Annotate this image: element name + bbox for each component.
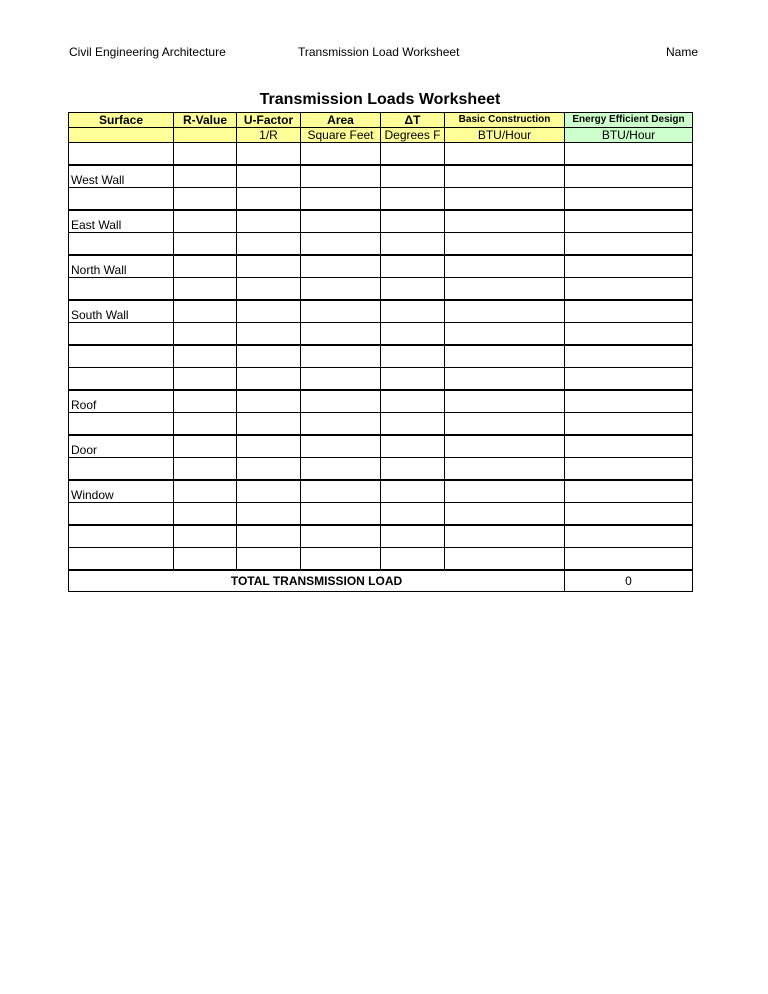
basic-construction-cell[interactable] [445,458,565,481]
u-factor-cell[interactable] [237,143,301,166]
energy-efficient-design-cell[interactable] [565,548,693,571]
surface-cell: West Wall [69,165,174,188]
u-factor-cell[interactable] [237,165,301,188]
u-factor-cell[interactable] [237,233,301,256]
header-document-title: Transmission Load Worksheet [298,45,460,59]
u-factor-cell[interactable] [237,548,301,571]
surface-cell: Roof [69,390,174,413]
r-value-cell[interactable] [174,525,237,548]
table-row [69,503,693,526]
u-factor-cell[interactable] [237,480,301,503]
column-header-r-value: R-Value [174,113,237,128]
energy-efficient-design-cell[interactable] [565,413,693,436]
r-value-cell[interactable] [174,413,237,436]
surface-cell [69,525,174,548]
surface-cell [69,345,174,368]
area-cell[interactable] [301,548,381,571]
table-row [69,165,693,188]
r-value-cell[interactable] [174,458,237,481]
surface-cell: South Wall [69,300,174,323]
u-factor-cell[interactable] [237,458,301,481]
r-value-cell[interactable] [174,143,237,166]
area-cell[interactable] [301,210,381,233]
page-title: Transmission Loads Worksheet [259,91,501,108]
r-value-cell[interactable] [174,278,237,301]
column-header-surface: Surface [69,113,174,128]
area-cell[interactable] [301,188,381,211]
area-cell[interactable] [301,480,381,503]
delta-t-cell[interactable] [381,548,445,571]
area-cell[interactable] [301,435,381,458]
table-row [69,458,693,481]
energy-efficient-design-cell[interactable] [565,525,693,548]
table-row [69,233,693,256]
table-row [69,278,693,301]
basic-construction-cell[interactable] [445,435,565,458]
table-row [69,188,693,211]
surface-cell [69,503,174,526]
u-factor-cell[interactable] [237,368,301,391]
delta-t-cell[interactable] [381,368,445,391]
basic-construction-cell[interactable] [445,143,565,166]
table-row [69,525,693,548]
header-name-label: Name [666,45,699,59]
surface-cell [69,548,174,571]
delta-t-cell[interactable] [381,165,445,188]
basic-construction-cell[interactable] [445,548,565,571]
u-factor-cell[interactable] [237,390,301,413]
r-value-cell[interactable] [174,188,237,211]
surface-cell [69,413,174,436]
u-factor-cell[interactable] [237,278,301,301]
energy-efficient-design-cell[interactable] [565,323,693,346]
table-row [69,480,693,503]
table-row [69,390,693,413]
r-value-cell[interactable] [174,210,237,233]
basic-construction-cell[interactable] [445,368,565,391]
total-value: 0 [565,570,693,592]
table-row [69,210,693,233]
r-value-cell[interactable] [174,165,237,188]
energy-efficient-design-cell[interactable] [565,458,693,481]
r-value-cell[interactable] [174,368,237,391]
r-value-cell[interactable] [174,255,237,278]
column-header-basic-construction: Basic Construction [445,113,565,128]
basic-construction-cell[interactable] [445,210,565,233]
delta-t-cell[interactable] [381,345,445,368]
u-factor-cell[interactable] [237,210,301,233]
delta-t-cell[interactable] [381,233,445,256]
unit-row [69,128,693,143]
delta-t-cell[interactable] [381,188,445,211]
area-cell[interactable] [301,233,381,256]
r-value-cell[interactable] [174,548,237,571]
energy-efficient-design-cell[interactable] [565,345,693,368]
energy-efficient-design-cell[interactable] [565,188,693,211]
r-value-cell[interactable] [174,390,237,413]
area-cell[interactable] [301,390,381,413]
r-value-cell[interactable] [174,233,237,256]
basic-construction-cell[interactable] [445,503,565,526]
area-cell[interactable] [301,165,381,188]
u-factor-cell[interactable] [237,255,301,278]
area-cell[interactable] [301,323,381,346]
surface-cell [69,233,174,256]
energy-efficient-design-cell[interactable] [565,210,693,233]
total-row [69,570,693,592]
energy-efficient-design-cell[interactable] [565,480,693,503]
delta-t-cell[interactable] [381,480,445,503]
delta-t-cell[interactable] [381,413,445,436]
transmission-load-table [68,112,693,592]
area-cell[interactable] [301,255,381,278]
delta-t-cell[interactable] [381,503,445,526]
area-cell[interactable] [301,345,381,368]
u-factor-cell[interactable] [237,503,301,526]
energy-efficient-design-cell[interactable] [565,503,693,526]
r-value-cell[interactable] [174,323,237,346]
surface-cell: Door [69,435,174,458]
table-row [69,368,693,391]
unit-energy-efficient-design: BTU/Hour [565,128,693,143]
unit-u-factor: 1/R [237,128,301,143]
energy-efficient-design-cell[interactable] [565,368,693,391]
u-factor-cell[interactable] [237,345,301,368]
header-course: Civil Engineering Architecture [69,45,226,59]
delta-t-cell[interactable] [381,278,445,301]
table-row [69,255,693,278]
basic-construction-cell[interactable] [445,345,565,368]
area-cell[interactable] [301,368,381,391]
surface-cell [69,368,174,391]
surface-cell [69,458,174,481]
unit-delta-t: Degrees F [381,128,445,143]
surface-cell: East Wall [69,210,174,233]
basic-construction-cell[interactable] [445,255,565,278]
table-row [69,143,693,166]
area-cell[interactable] [301,458,381,481]
column-header-energy-efficient-design: Energy Efficient Design [565,113,693,128]
r-value-cell[interactable] [174,503,237,526]
basic-construction-cell[interactable] [445,413,565,436]
delta-t-cell[interactable] [381,390,445,413]
delta-t-cell[interactable] [381,458,445,481]
unit-basic-construction: BTU/Hour [445,128,565,143]
delta-t-cell[interactable] [381,210,445,233]
delta-t-cell[interactable] [381,143,445,166]
basic-construction-cell[interactable] [445,300,565,323]
u-factor-cell[interactable] [237,435,301,458]
energy-efficient-design-cell[interactable] [565,435,693,458]
table-row [69,300,693,323]
table-row [69,435,693,458]
r-value-cell[interactable] [174,345,237,368]
energy-efficient-design-cell[interactable] [565,278,693,301]
unit-area: Square Feet [301,128,381,143]
surface-cell [69,278,174,301]
u-factor-cell[interactable] [237,323,301,346]
table-row [69,413,693,436]
header-row [69,113,693,128]
unit-r-value [174,128,237,143]
energy-efficient-design-cell[interactable] [565,165,693,188]
basic-construction-cell[interactable] [445,323,565,346]
energy-efficient-design-cell[interactable] [565,233,693,256]
delta-t-cell[interactable] [381,525,445,548]
surface-cell [69,188,174,211]
table-row [69,345,693,368]
basic-construction-cell[interactable] [445,233,565,256]
column-header-u-factor: U-Factor [237,113,301,128]
basic-construction-cell[interactable] [445,480,565,503]
table-row [69,548,693,571]
surface-cell [69,143,174,166]
energy-efficient-design-cell[interactable] [565,390,693,413]
area-cell[interactable] [301,300,381,323]
area-cell[interactable] [301,143,381,166]
u-factor-cell[interactable] [237,525,301,548]
delta-t-cell[interactable] [381,255,445,278]
delta-t-cell[interactable] [381,300,445,323]
surface-cell: Window [69,480,174,503]
delta-t-cell[interactable] [381,323,445,346]
surface-cell: North Wall [69,255,174,278]
basic-construction-cell[interactable] [445,525,565,548]
area-cell[interactable] [301,413,381,436]
surface-cell [69,323,174,346]
basic-construction-cell[interactable] [445,165,565,188]
table-row [69,323,693,346]
column-header-area: Area [301,113,381,128]
area-cell[interactable] [301,525,381,548]
basic-construction-cell[interactable] [445,188,565,211]
u-factor-cell[interactable] [237,413,301,436]
u-factor-cell[interactable] [237,300,301,323]
r-value-cell[interactable] [174,480,237,503]
u-factor-cell[interactable] [237,188,301,211]
total-label: TOTAL TRANSMISSION LOAD [69,570,565,592]
energy-efficient-design-cell[interactable] [565,255,693,278]
area-cell[interactable] [301,278,381,301]
unit-surface [69,128,174,143]
r-value-cell[interactable] [174,300,237,323]
energy-efficient-design-cell[interactable] [565,300,693,323]
r-value-cell[interactable] [174,435,237,458]
basic-construction-cell[interactable] [445,390,565,413]
basic-construction-cell[interactable] [445,278,565,301]
column-header-delta-t: ΔT [381,113,445,128]
energy-efficient-design-cell[interactable] [565,143,693,166]
delta-t-cell[interactable] [381,435,445,458]
area-cell[interactable] [301,503,381,526]
